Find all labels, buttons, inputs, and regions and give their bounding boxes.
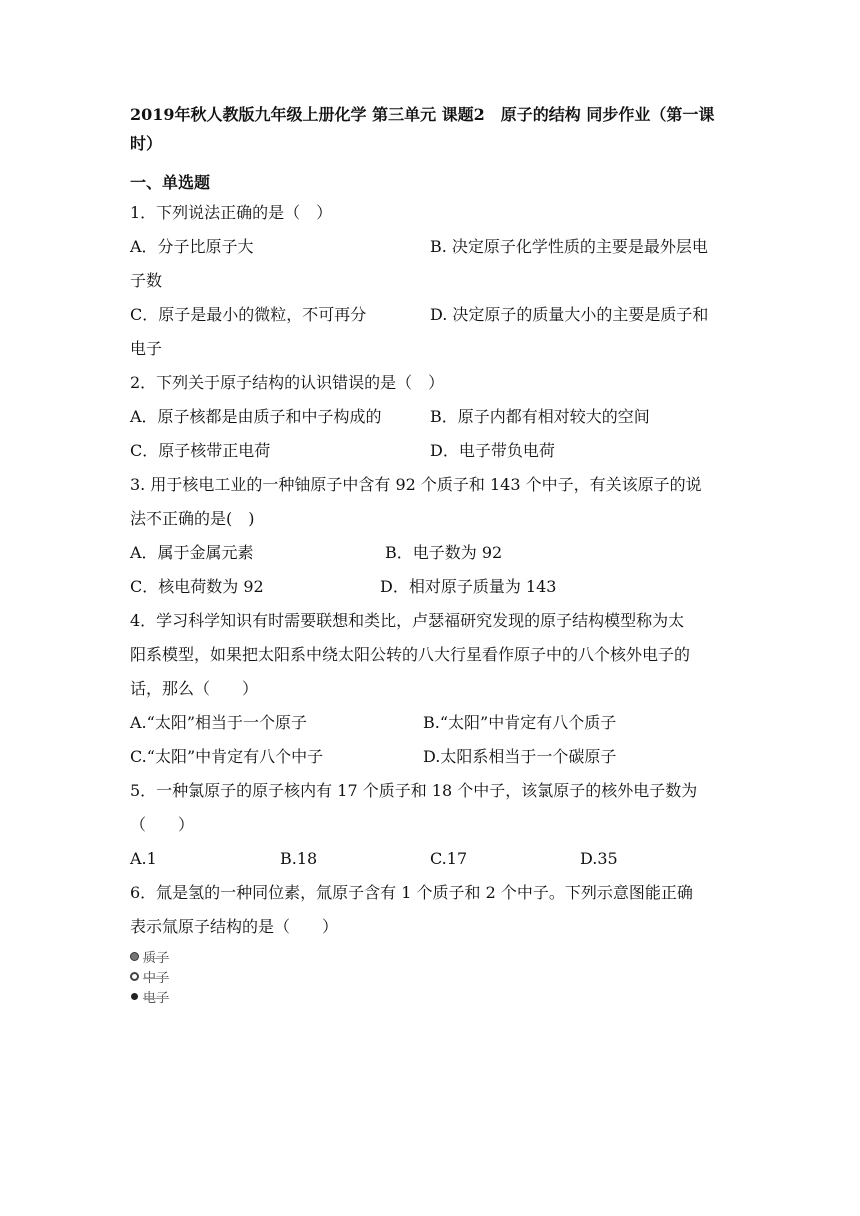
section-heading: 一、单选题	[130, 173, 211, 192]
q5-stem: 5．一种氯原子的原子核内有 17 个质子和 18 个中子，该氯原子的核外电子数为	[130, 781, 698, 800]
q3-option-b: B．电子数为 92	[385, 543, 503, 562]
q5-option-c: C.17	[430, 849, 468, 868]
q1-option-d: D. 决定原子的质量大小的主要是质子和	[430, 305, 709, 324]
q3-option-a: A．属于金属元素	[130, 543, 254, 562]
q4-option-b: B.“太阳”中肯定有八个质子	[423, 713, 617, 732]
q2-option-b: B．原子内都有相对较大的空间	[430, 407, 650, 426]
q4-stem-line3: 话，那么（ ）	[130, 679, 259, 698]
q4-option-c: C.“太阳”中肯定有八个中子	[130, 747, 324, 766]
q1-option-b: B. 决定原子化学性质的主要是最外层电	[430, 237, 708, 256]
q4-option-a: A.“太阳”相当于一个原子	[130, 713, 308, 732]
legend-proton	[130, 946, 210, 966]
q1-stem: 1．下列说法正确的是（ ）	[130, 203, 333, 222]
q6-stem: 6．氚是氢的一种同位素，氚原子含有 1 个质子和 2 个中子。下列示意图能正确	[130, 883, 693, 902]
legend-neutron-label: 中子	[143, 970, 170, 986]
q4-option-d: D.太阳系相当于一个碳原子	[423, 747, 617, 766]
legend-electron-label: 电子	[143, 990, 170, 1006]
q1-option-d-continued: 电子	[130, 339, 163, 358]
q5-option-b: B.18	[280, 849, 318, 868]
legend-electron	[130, 986, 210, 1006]
q6-stem-continued: 表示氚原子结构的是（ ）	[130, 917, 339, 936]
q2-option-c: C．原子核带正电荷	[130, 441, 271, 460]
q4-stem: 4．学习科学知识有时需要联想和类比，卢瑟福研究发现的原子结构模型称为太	[130, 611, 685, 630]
proton-icon	[130, 952, 139, 961]
q2-stem: 2．下列关于原子结构的认识错误的是（ ）	[130, 373, 445, 392]
diagram-legend	[130, 946, 210, 1006]
q3-stem: 3. 用于核电工业的一种铀原子中含有 92 个质子和 143 个中子，有关该原子的说	[130, 475, 702, 494]
q5-stem-continued: （ ）	[130, 815, 195, 834]
electron-icon	[131, 993, 138, 1000]
q3-stem-continued: 法不正确的是( )	[130, 509, 255, 528]
q5-option-d: D.35	[580, 849, 618, 868]
q3-option-c: C．核电荷数为 92	[130, 577, 264, 596]
legend-neutron	[130, 966, 210, 986]
q1-option-c: C．原子是最小的微粒，不可再分	[130, 305, 367, 324]
document-title: 2019年秋人教版九年级上册化学 第三单元 课题2 原子的结构 同步作业（第一课时）	[130, 105, 715, 153]
q2-option-a: A．原子核都是由质子和中子构成的	[130, 407, 382, 426]
q2-option-d: D．电子带负电荷	[430, 441, 555, 460]
q1-option-b-continued: 子数	[130, 271, 163, 290]
legend-proton-label: 质子	[143, 950, 170, 966]
neutron-icon	[130, 972, 139, 981]
q3-option-d: D．相对原子质量为 143	[380, 577, 557, 596]
q5-option-a: A.1	[130, 849, 157, 868]
q4-stem-line2: 阳系模型，如果把太阳系中绕太阳公转的八大行星看作原子中的八个核外电子的	[130, 645, 691, 664]
q1-option-a: A．分子比原子大	[130, 237, 254, 256]
